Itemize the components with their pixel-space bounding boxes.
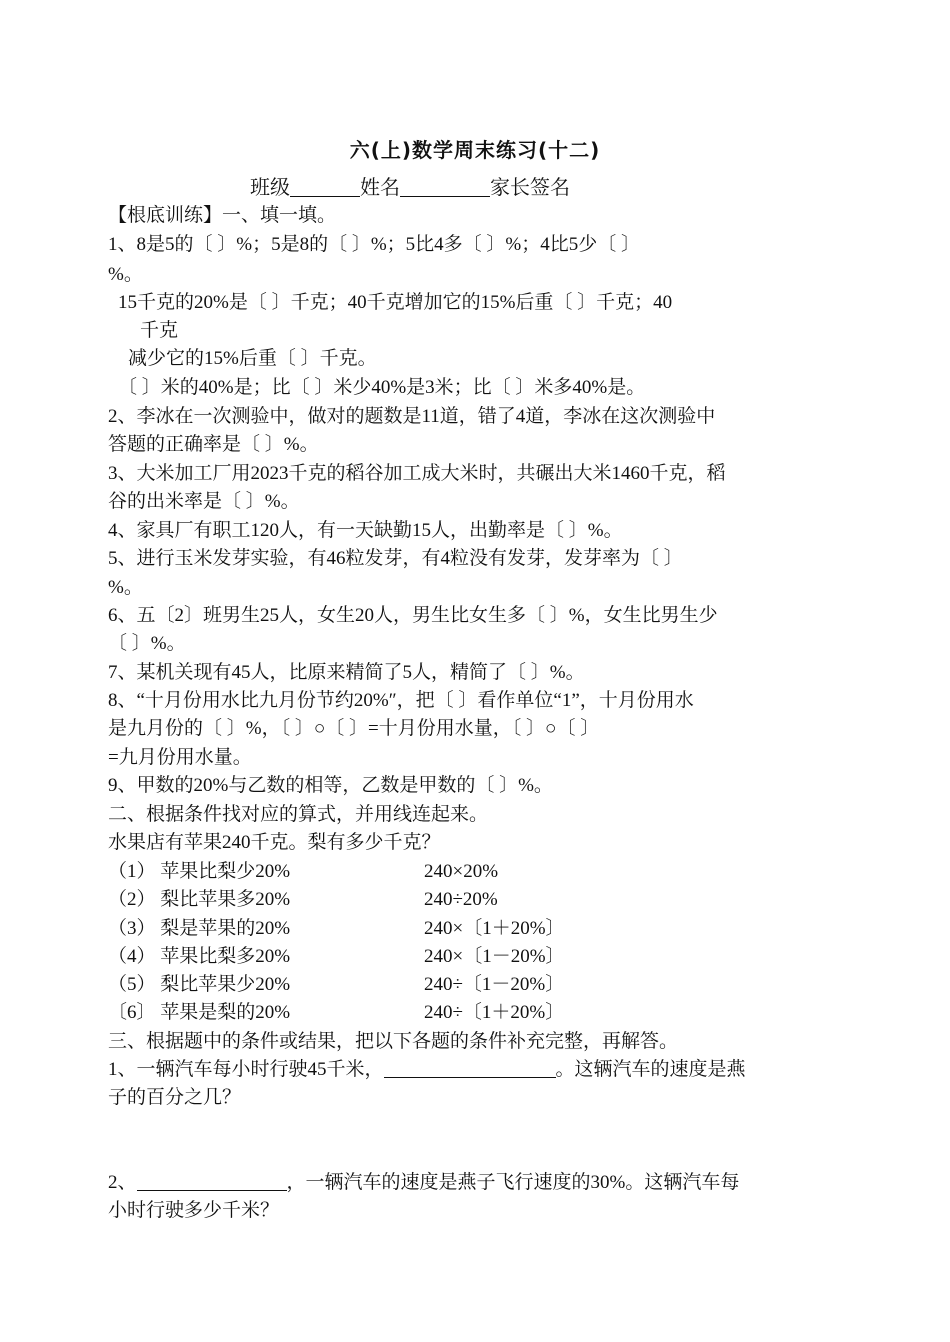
condition-item[interactable]: （1） 苹果比梨少20% bbox=[108, 861, 291, 882]
name-blank[interactable] bbox=[400, 176, 490, 197]
s3-q1-answer-blank[interactable] bbox=[384, 1057, 556, 1078]
q4-line: 4、家具厂有职工120人，有一天缺勤15人，出勤率是〔 〕%。 bbox=[108, 520, 623, 541]
q6-line1: 6、五〔2〕班男生25人，女生20人，男生比女生多〔 〕%，女生比男生少 bbox=[108, 605, 718, 626]
formula-item[interactable]: 240×20% bbox=[424, 861, 499, 882]
class-blank[interactable] bbox=[290, 176, 360, 197]
q2-line2: 答题的正确率是〔 〕%。 bbox=[108, 434, 319, 455]
formula-item[interactable]: 240÷〔1＋20%〕 bbox=[424, 1002, 565, 1023]
q5-line1: 5、进行玉米发芽实验，有46粒发芽，有4粒没有发芽，发芽率为〔 〕 bbox=[108, 548, 683, 569]
condition-item[interactable]: （3） 梨是苹果的20% bbox=[108, 918, 291, 939]
s3-q1-text-a: 1、一辆汽车每小时行驶45千米， bbox=[108, 1059, 384, 1080]
formula-item[interactable]: 240÷20% bbox=[424, 889, 498, 910]
q5-line2: %。 bbox=[108, 577, 143, 598]
formula-item[interactable]: 240×〔1＋20%〕 bbox=[424, 918, 565, 939]
condition-item[interactable]: （2） 梨比苹果多20% bbox=[108, 889, 291, 910]
section2-question: 水果店有苹果240千克。梨有多少千克？ bbox=[108, 832, 441, 853]
q8-line1: 8、“十月份用水比九月份节约20%″，把〔 〕看作单位“1”，十月份用水 bbox=[108, 690, 694, 711]
condition-item[interactable]: （5） 梨比苹果少20% bbox=[108, 974, 291, 995]
s3-q1-line2: 子的百分之几？ bbox=[108, 1087, 242, 1108]
s3-q2-text-b: ，一辆汽车的速度是燕子飞行速度的30%。这辆汽车每 bbox=[286, 1172, 740, 1193]
student-info-line bbox=[250, 174, 570, 202]
formula-item[interactable]: 240×〔1－20%〕 bbox=[424, 946, 565, 967]
q9-line: 9、甲数的20%与乙数的相等，乙数是甲数的〔 〕%。 bbox=[108, 775, 553, 796]
q1-line2: %。 bbox=[108, 264, 143, 285]
section1-heading: 【根底训练】一、填一填。 bbox=[108, 205, 337, 226]
s3-q1-text-b: 。这辆汽车的速度是燕 bbox=[555, 1059, 746, 1080]
q1-line4: 千克 bbox=[140, 320, 179, 341]
q1-line1: 1、8是5的〔 〕%；5是8的〔 〕%；5比4多〔 〕%；4比5少〔 〕 bbox=[108, 234, 640, 255]
class-label: 班级 bbox=[250, 177, 290, 199]
s3-q2-line1 bbox=[108, 1170, 739, 1196]
parent-signature-label: 家长签名 bbox=[490, 177, 570, 199]
q8-line3: =九月份用水量。 bbox=[108, 747, 252, 768]
q7-line: 7、某机关现有45人，比原来精简了5人，精简了〔 〕%。 bbox=[108, 662, 585, 683]
q3-line1: 3、大米加工厂用2023千克的稻谷加工成大米时，共碾出大米1460千克，稻 bbox=[108, 463, 726, 484]
condition-item[interactable]: （4） 苹果比梨多20% bbox=[108, 946, 291, 967]
condition-item[interactable]: 〔6〕 苹果是梨的20% bbox=[108, 1002, 291, 1023]
name-label: 姓名 bbox=[360, 177, 400, 199]
q1-line5: 减少它的15%后重〔 〕千克。 bbox=[128, 348, 377, 369]
s3-q2-line2: 小时行驶多少千米？ bbox=[108, 1200, 280, 1221]
s3-q1-line1 bbox=[108, 1057, 746, 1083]
q1-line6: 〔 〕米的40%是；比〔 〕米少40%是3米；比〔 〕米多40%是。 bbox=[118, 377, 646, 398]
section3-heading: 三、根据题中的条件或结果，把以下各题的条件补充完整，再解答。 bbox=[108, 1031, 679, 1052]
s3-q2-answer-blank[interactable] bbox=[137, 1170, 287, 1191]
q6-line2: 〔 〕%。 bbox=[108, 633, 186, 654]
section2-heading: 二、根据条件找对应的算式，并用线连起来。 bbox=[108, 804, 489, 825]
page-title: 六(上)数学周末练习(十二) bbox=[349, 138, 601, 162]
q2-line1: 2、李冰在一次测验中，做对的题数是11道，错了4道，李冰在这次测验中 bbox=[108, 406, 716, 427]
q8-line2: 是九月份的〔 〕%，〔 〕○〔 〕=十月份用水量，〔 〕○〔 〕 bbox=[108, 718, 600, 739]
q1-line3: 15千克的20%是〔 〕千克；40千克增加它的15%后重〔 〕千克；40 bbox=[118, 292, 673, 313]
q3-line2: 谷的出米率是〔 〕%。 bbox=[108, 491, 300, 512]
s3-q2-text-a: 2、 bbox=[108, 1172, 137, 1193]
formula-item[interactable]: 240÷〔1－20%〕 bbox=[424, 974, 565, 995]
